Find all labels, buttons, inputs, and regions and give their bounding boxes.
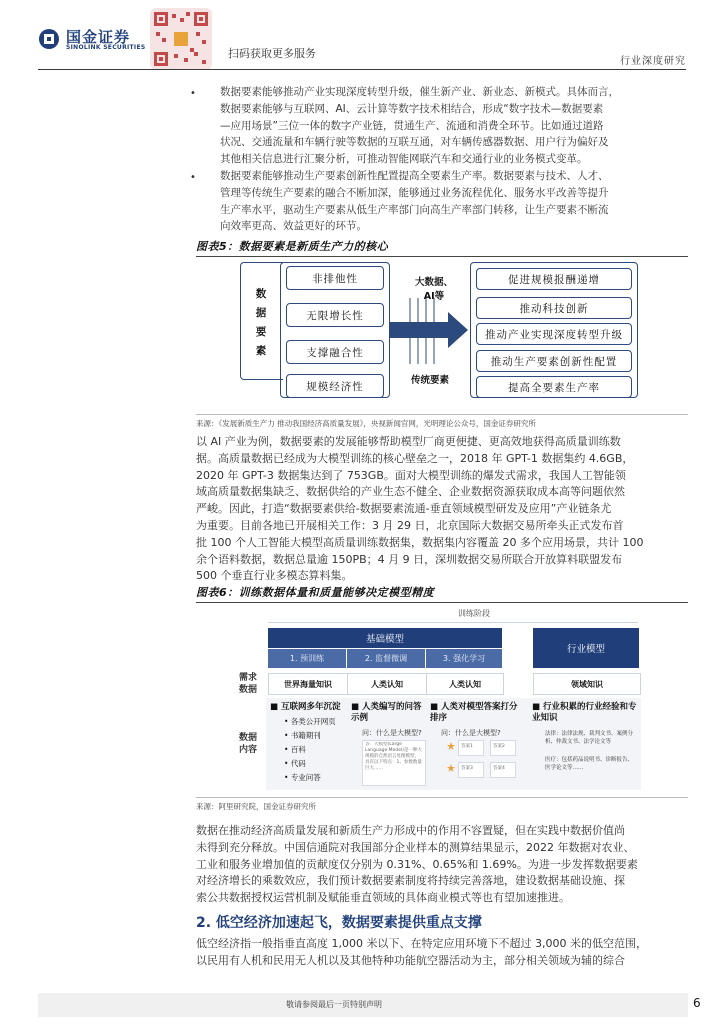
col4-medical-examples: 医疗：包括药品说明书、诊断报告、医学论文等……: [545, 757, 634, 771]
industry-model-header: 行业模型: [533, 628, 639, 668]
ranked-answer-label: 答案2: [493, 744, 505, 749]
property-box: 规模经济性: [286, 374, 384, 398]
col4-law-examples: 法律：法律法规、裁判文书、案例分析、仲裁文书、法学论文等: [545, 731, 634, 745]
data-element-label: 数据要素: [255, 288, 267, 357]
col2-answer: 答：大模型(Large Language Model)是一种大规模的自然语言处理模型，具有以下特点：1、参数数量巨大……: [365, 742, 422, 771]
bullet-marker: •: [190, 172, 196, 183]
col4-title: ■ 行业积累的行业经验和专业知识: [532, 702, 637, 723]
col1-item: • 书籍期刊: [284, 731, 321, 740]
content-data-row-label: 数据 内容: [238, 733, 257, 755]
col1-title: ■ 互联网多年沉淀: [270, 702, 341, 712]
sinolink-logo-icon: [38, 28, 60, 50]
stage-rule: [268, 622, 638, 623]
ai-industry-paragraph: 以 AI 产业为例，数据要素的发展能够帮助模型厂商更便捷、更高效地获得高质量训练数 据。高质量数据已经成为大模型训练的核心壁垒之一，2018 年 GPT-1 数据集约 4.6GB， 2020 年 GPT-3 数据集达到了 753GB。面对大模型训练的爆发式需求，我国人工智能领 域高质量数据集缺乏、数据供给的产业生态不健全、企业数据资源获取成本高等问题依然 严峻。因此，打造“数据要素供给-数据要素流通-垂直领域模型研发及应用”产业链条尤 为重要。目前各地已开展相关工作：3 月 29 日，北京国际大数据交易所牵头正式发布首 批 100 个人工智能大模型高质量训练数据集，数据集内容覆盖 20 多个应用场景，共计 100 余个语料数据，数据总量逾 150PB；4 月 9 日，深圳数据交易所联合开放算料联盟发布 500 个垂直行业多模态算料集。: [196, 435, 644, 583]
need-human-cognition: 人类认知: [347, 673, 427, 695]
bullet-paragraph-1: 数据要素能够推动产业实现深度转型升级，催生新产业、新业态、新模式。具体而言， 数据要素能够与互联网、AI、云计算等数字技术相结合，形成“数字技术—数据要素 —应用场景”三位一体的数字产业链，贯通生产、流通和消费全环节。比如通过道路 状况、交通流量和车辆行驶等数据的互联互通，对车辆传感器数据、用户行为偏好及 其他相关信息进行汇聚分析，可推动智能网联汽车和交通行业的业务模式变革。: [220, 86, 619, 166]
col1-item: • 专业问答: [284, 773, 321, 782]
qr-caption: 扫码获取更多服务: [228, 47, 316, 60]
col1-item: • 代码: [284, 759, 306, 768]
low-altitude-paragraph: 低空经济指一般指垂直高度 1,000 米以下、在特定应用环境下不超过 3,000 米的低空范围， 以民用有人机和民用无人机以及其他特种功能航空器活动为主，部分相关领域为辅的综合: [196, 937, 647, 967]
bullet-marker: •: [190, 88, 196, 99]
col1-item: • 各类公开网页: [284, 717, 336, 726]
ranked-answer-label: 答案3: [461, 766, 473, 771]
property-box: 无限增长性: [286, 303, 384, 327]
outcome-box: 推动科技创新: [476, 297, 632, 319]
property-box: 支撑融合性: [286, 340, 384, 364]
outcome-box: 促进规模报酬递增: [476, 268, 632, 290]
figure5-top-rule: [196, 256, 688, 257]
qr-code-icon[interactable]: [150, 8, 212, 70]
outcome-box: 推动生产要素创新性配置: [476, 350, 632, 372]
logo-chinese-name: 国金证券: [66, 28, 131, 46]
outcome-box: 推动产业实现深度转型升级: [476, 323, 632, 345]
col2-question: 问：什么是大模型?: [362, 729, 422, 737]
figure6-title: 图表6：训练数据体量和质量能够决定模型精度: [196, 586, 435, 599]
synthesis-arrow-icon: [388, 296, 470, 366]
col2-title: ■ 人类编写的问答示例: [351, 702, 422, 723]
need-world-knowledge: 世界海量知识: [268, 673, 348, 695]
section-heading: 2. 低空经济加速起飞，数据要素提供重点支撑: [196, 915, 482, 931]
figure5-bottom-rule: [196, 414, 688, 415]
ranked-answer-label: 答案4: [493, 766, 505, 771]
property-box: 非排他性: [286, 266, 384, 290]
col1-item: • 百科: [284, 745, 306, 754]
need-domain-knowledge: 领域知识: [533, 673, 641, 695]
training-stage-label: 训练阶段: [458, 609, 490, 618]
figure5-source: 来源：《发展新质生产力 推动我国经济高质量发展》，央视新闻官网，光明理论公众号，国金证券研究所: [196, 419, 536, 428]
outcome-box: 提高全要素生产率: [476, 376, 632, 398]
tech-input-label: 大数据、 AI等: [414, 277, 453, 302]
col3-question: 问：什么是大模型?: [441, 729, 501, 737]
ranked-answer-label: 答案1: [461, 744, 473, 749]
figure5-title: 图表5：数据要素是新质生产力的核心: [196, 240, 389, 253]
stage-sft: 2. 监督微调: [347, 649, 425, 668]
logo-english-name: SINOLINK SECURITIES: [66, 44, 146, 51]
report-type: 行业深度研究: [620, 56, 686, 67]
header-divider: [38, 69, 686, 70]
data-value-paragraph: 数据在推动经济高质量发展和新质生产力形成中的作用不容置疑，但在实践中数据价值尚 未得到充分释放。中国信通院对我国部分企业样本的测算结果显示，2022 年数据对农业、 工业和服务业增加值的贡献度仅分别为 0.31%、0.65%和 1.69%。为进一步发挥数据要素 对经济增长的乘数效应，我们预计数据要素制度将持续完善落地，建设数据基础设施、探 索公共数据授权运营机制及赋能垂直领域的具体商业模式等也有望加速推进。: [196, 824, 638, 905]
page-number: 6: [693, 996, 701, 1010]
base-model-header: 基础模型: [268, 628, 502, 648]
footer-disclaimer: 敬请参阅最后一页特别声明: [286, 1000, 382, 1009]
need-human-cognition: 人类认知: [426, 673, 504, 695]
col3-title: ■ 人类对模型答案打分排序: [430, 702, 518, 723]
stage-rl: 3. 强化学习: [426, 649, 502, 668]
figure6-top-rule: [196, 602, 688, 603]
need-data-row-label: 需求 数据: [238, 673, 257, 695]
bullet-paragraph-2: 数据要素能够推动生产要素创新性配置提高全要素生产率。数据要素与技术、人才、 管理等传统生产要素的融合不断加深，能够通过业务流程优化、服务水平改善等提升 生产率水平，驱动生产要素从低生产率部门向高生产率部门转移，让生产要素不断流 向效率更高、效益更好的环节。: [220, 170, 609, 233]
traditional-input-label: 传统要素: [410, 375, 449, 386]
stage-pretrain: 1. 预训练: [268, 649, 346, 668]
ranking-stars-icon: [446, 742, 456, 782]
figure6-source: 来源：阿里研究院，国金证券研究所: [196, 802, 316, 811]
figure6-bottom-rule: [196, 797, 688, 798]
